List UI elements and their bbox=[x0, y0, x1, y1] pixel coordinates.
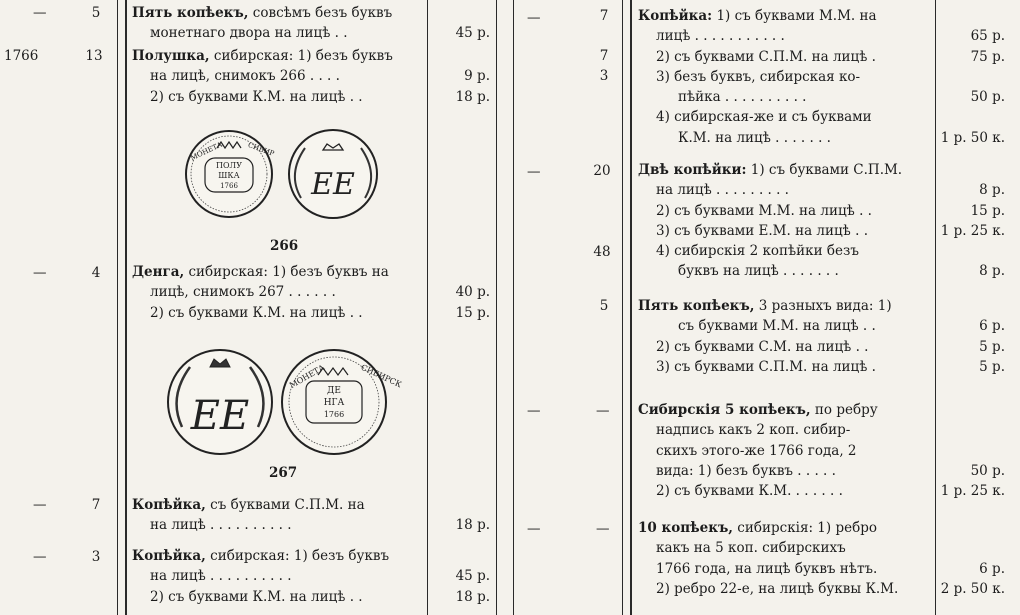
entry-heading: 10 копѣекъ, bbox=[638, 520, 734, 536]
price bbox=[937, 538, 1005, 558]
entry-text: по ребру bbox=[810, 402, 878, 418]
price: 8 р. bbox=[979, 182, 1005, 199]
price-column bbox=[430, 3, 490, 44]
count-cell: 13 bbox=[85, 48, 103, 64]
column-rule bbox=[496, 0, 497, 615]
entry-description bbox=[132, 262, 422, 323]
price: 2 р. 50 к. bbox=[940, 580, 1005, 597]
column-rule bbox=[622, 0, 623, 615]
entry-text: сибирская: 1) безъ буквъ bbox=[209, 48, 393, 64]
entry-text: вида: 1) безъ буквъ . . . . . bbox=[656, 462, 836, 479]
entry-text: на лицѣ, снимокъ 266 . . . . bbox=[150, 68, 340, 85]
price: 45 р. bbox=[455, 568, 490, 585]
price: 6 р. bbox=[979, 318, 1005, 335]
price bbox=[937, 67, 1005, 87]
column-rule bbox=[513, 0, 514, 615]
entry-description bbox=[132, 495, 422, 536]
entry-heading: Пять копѣекъ, bbox=[638, 298, 755, 314]
count-cell: — bbox=[596, 403, 610, 419]
count-cell: 7 bbox=[91, 497, 101, 513]
coin-267-line: ДЕ bbox=[327, 386, 341, 396]
price-column bbox=[937, 160, 1005, 282]
count-cell: 5 bbox=[91, 5, 101, 21]
price: 15 р. bbox=[970, 202, 1005, 219]
price: 6 р. bbox=[979, 560, 1005, 577]
entry-text: совсѣмъ безъ буквъ bbox=[248, 5, 393, 21]
entry-text: 2) съ буквами С.П.М. на лицѣ . bbox=[656, 48, 876, 65]
entry-text: пѣйка . . . . . . . . . . bbox=[678, 89, 807, 106]
entry-text: 3) съ буквами Е.М. на лицѣ . . bbox=[656, 222, 868, 239]
entry-heading: Копѣйка, bbox=[132, 497, 206, 513]
price bbox=[430, 3, 490, 23]
entry-text: сибирскія: 1) ребро bbox=[733, 520, 877, 536]
entry-text: 2) ребро 22-е, на лицѣ буквы К.М. bbox=[656, 580, 899, 597]
entry-text: 2) съ буквами С.М. на лицѣ . . bbox=[656, 338, 869, 355]
entry-heading: Полушка, bbox=[132, 48, 210, 64]
price bbox=[937, 518, 1005, 538]
monogram-icon: ЕЕ bbox=[190, 393, 250, 439]
price bbox=[430, 495, 490, 515]
coin-266-line: ШКА bbox=[218, 171, 240, 180]
entry-heading: Сибирскія 5 копѣекъ, bbox=[638, 402, 811, 418]
entry-text: 2) съ буквами М.М. на лицѣ . . bbox=[656, 202, 872, 219]
price-column bbox=[937, 296, 1005, 377]
price: 18 р. bbox=[455, 88, 490, 105]
price bbox=[430, 46, 490, 66]
entry-text: сибирская: 1) безъ буквъ на bbox=[184, 264, 389, 280]
entry-text: 2) съ буквами К.М. на лицѣ . . bbox=[150, 588, 363, 605]
entry-heading: Копѣйка: bbox=[638, 8, 713, 24]
entry-description bbox=[132, 546, 422, 607]
price-column bbox=[937, 6, 1005, 148]
price: 50 р. bbox=[970, 89, 1005, 106]
entry-description bbox=[132, 46, 422, 107]
entry-text: монетнаго двора на лицѣ . . bbox=[150, 25, 348, 42]
price-column bbox=[430, 46, 490, 107]
entry-description bbox=[638, 400, 930, 501]
entry-text: скихъ этого-же 1766 года, 2 bbox=[656, 442, 857, 459]
figure-caption: 266 bbox=[270, 238, 299, 254]
entry-description bbox=[638, 160, 930, 282]
price: 40 р. bbox=[455, 284, 490, 301]
count-cell: 3 bbox=[91, 549, 101, 565]
coin-267-line: 1766 bbox=[323, 410, 345, 419]
price bbox=[430, 262, 490, 282]
price: 45 р. bbox=[455, 25, 490, 42]
price: 5 р. bbox=[979, 338, 1005, 355]
svg-text:МОНЕТА: МОНЕТА bbox=[288, 362, 327, 391]
entry-text: 3 разныхъ вида: 1) bbox=[754, 298, 892, 314]
price bbox=[937, 420, 1005, 440]
entry-description bbox=[132, 3, 422, 44]
entry-text: 2) съ буквами К.М. на лицѣ . . bbox=[150, 88, 363, 105]
entry-text: какъ на 5 коп. сибирскихъ bbox=[656, 540, 846, 557]
column-rule bbox=[935, 0, 936, 615]
entry-text: на лицѣ . . . . . . . . . . bbox=[150, 517, 292, 534]
entry-text: К.М. на лицѣ . . . . . . . bbox=[678, 129, 831, 146]
price: 5 р. bbox=[979, 358, 1005, 375]
monogram-icon: ЕЕ bbox=[311, 167, 355, 202]
entry-text: 3) безъ буквъ, сибирская ко- bbox=[656, 68, 861, 85]
price bbox=[937, 400, 1005, 420]
entry-text: 2) съ буквами К.М. на лицѣ . . bbox=[150, 304, 363, 321]
count-cell: 7 bbox=[599, 48, 609, 64]
column-rule bbox=[125, 0, 127, 615]
entry-text: съ буквами С.П.М. на bbox=[205, 497, 365, 513]
price-column bbox=[430, 546, 490, 607]
coin-266-illustration bbox=[183, 128, 383, 220]
column-rule bbox=[427, 0, 428, 615]
entry-text: лицѣ, снимокъ 267 . . . . . . bbox=[150, 284, 336, 301]
count-cell: 48 bbox=[593, 244, 611, 260]
price-column bbox=[430, 495, 490, 536]
coin-266-line: ПОЛУ bbox=[216, 161, 242, 170]
price-column bbox=[430, 262, 490, 323]
svg-text:СИБИРСК: СИБИРСК bbox=[359, 362, 403, 390]
price-column bbox=[937, 400, 1005, 501]
entry-heading: Денга, bbox=[132, 264, 185, 280]
coin-267-illustration bbox=[166, 347, 403, 457]
price: 15 р. bbox=[455, 304, 490, 321]
price: 8 р. bbox=[979, 263, 1005, 280]
svg-text:МОНЕТА: МОНЕТА bbox=[189, 140, 224, 163]
count-cell: 3 bbox=[599, 68, 609, 84]
entry-text: 4) сибирская-же и съ буквами bbox=[656, 109, 872, 126]
figure-caption: 267 bbox=[269, 465, 298, 481]
column-rule bbox=[117, 0, 118, 615]
entry-heading: Копѣйка, bbox=[132, 548, 206, 564]
column-rule bbox=[630, 0, 632, 615]
entry-heading: Пять копѣекъ, bbox=[132, 5, 249, 21]
entry-text: лицѣ . . . . . . . . . . . bbox=[656, 28, 785, 45]
year-cell: — bbox=[527, 403, 541, 419]
count-cell: 20 bbox=[593, 163, 611, 179]
price bbox=[937, 6, 1005, 26]
coin-267-image bbox=[166, 347, 403, 457]
entry-description bbox=[638, 518, 930, 599]
entry-text: 1) съ буквами С.П.М. bbox=[746, 162, 903, 178]
entry-text: 1) съ буквами М.М. на bbox=[712, 8, 877, 24]
year-cell: — bbox=[33, 265, 47, 281]
count-cell: — bbox=[596, 521, 610, 537]
year-cell: — bbox=[33, 549, 47, 565]
year-cell: — bbox=[527, 164, 541, 180]
price bbox=[430, 546, 490, 566]
year-cell: — bbox=[33, 497, 47, 513]
year-cell: 1766 bbox=[4, 48, 39, 64]
count-cell: 7 bbox=[599, 8, 609, 24]
entry-text: 1766 года, на лицѣ буквъ нѣтъ. bbox=[656, 560, 878, 577]
entry-text: буквъ на лицѣ . . . . . . . bbox=[678, 263, 839, 280]
entry-text: съ буквами М.М. на лицѣ . . bbox=[678, 318, 876, 335]
price bbox=[937, 107, 1005, 127]
count-cell: 4 bbox=[91, 265, 101, 281]
price bbox=[937, 160, 1005, 180]
entry-text: 4) сибирскія 2 копѣйки безъ bbox=[656, 243, 859, 260]
price: 65 р. bbox=[970, 28, 1005, 45]
year-cell: — bbox=[527, 521, 541, 537]
coin-266-line: 1766 bbox=[220, 182, 238, 190]
entry-text: на лицѣ . . . . . . . . . . bbox=[150, 568, 292, 585]
entry-description bbox=[638, 6, 930, 148]
price: 9 р. bbox=[464, 68, 490, 85]
price: 1 р. 50 к. bbox=[940, 129, 1005, 146]
entry-heading: Двѣ копѣйки: bbox=[638, 162, 747, 178]
year-cell: — bbox=[33, 5, 47, 21]
svg-text:СИБИР: СИБИР bbox=[246, 141, 276, 158]
coin-267-line: НГА bbox=[323, 398, 345, 408]
price-column bbox=[937, 518, 1005, 599]
entry-text: сибирская: 1) безъ буквъ bbox=[205, 548, 390, 564]
coin-266-image bbox=[183, 128, 383, 220]
entry-text: надпись какъ 2 коп. сибир- bbox=[656, 422, 851, 439]
entry-text: на лицѣ . . . . . . . . . bbox=[656, 182, 789, 199]
price: 1 р. 25 к. bbox=[940, 483, 1005, 500]
price: 1 р. 25 к. bbox=[940, 222, 1005, 239]
year-cell: — bbox=[527, 10, 541, 26]
price bbox=[937, 441, 1005, 461]
price bbox=[937, 241, 1005, 261]
price: 75 р. bbox=[970, 48, 1005, 65]
count-cell: 5 bbox=[599, 298, 609, 314]
price bbox=[937, 296, 1005, 316]
entry-text: 2) съ буквами К.М. . . . . . . bbox=[656, 483, 843, 500]
price: 18 р. bbox=[455, 588, 490, 605]
entry-text: 3) съ буквами С.П.М. на лицѣ . bbox=[656, 358, 876, 375]
entry-description bbox=[638, 296, 930, 377]
price: 18 р. bbox=[455, 517, 490, 534]
price: 50 р. bbox=[970, 462, 1005, 479]
